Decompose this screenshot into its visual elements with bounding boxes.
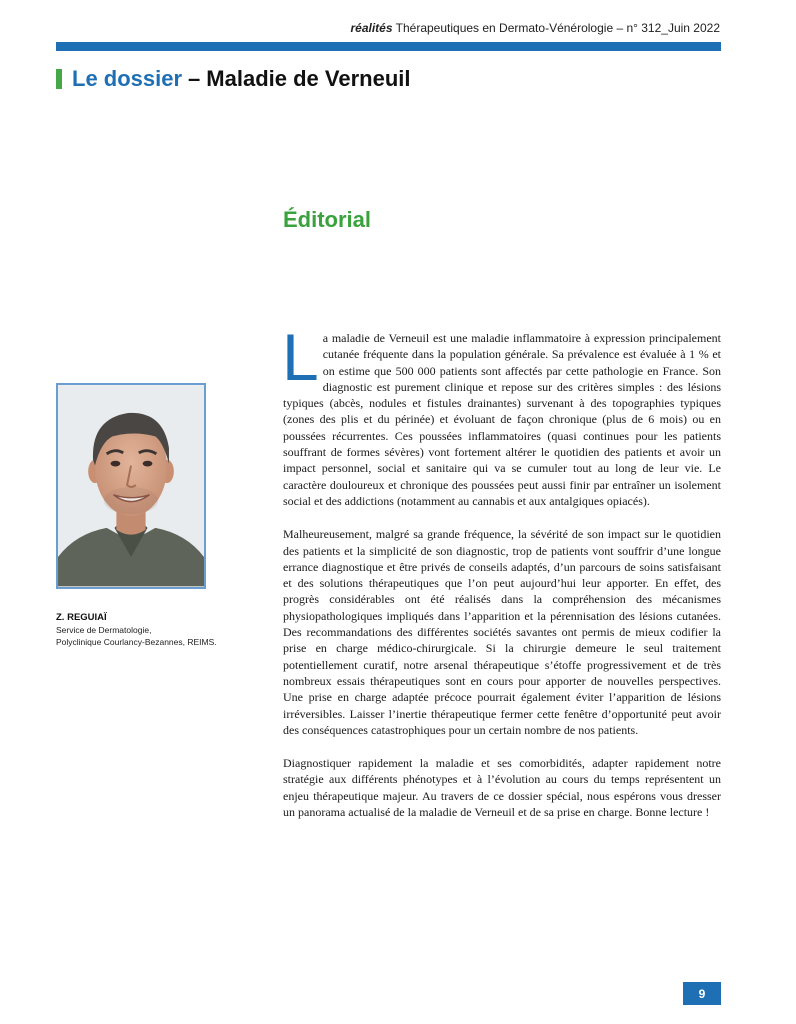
author-affiliation-line: Service de Dermatologie, bbox=[56, 625, 152, 635]
article-paragraph-2: Malheureusement, malgré sa grande fréquence, la sévérité de son impact sur le quotidien des patients et la simplicité de son diagnostic, trop de patients vont souffrir d’une longue errance diagnostique et être privés de conseils adaptés, d’un parcours de soins satisfaisant et des solutions thérapeutiques que l’on peut aujourd’hui leur apporter. En effet, des progrès considérables ont été réalisés dans la compréhension des mécanismes physiopathologiques impliqués dans l’apparition et la pérennisation des lésions cutanées. Des recommandations des différentes sociétés savantes ont permis de mieux codifier la prise en charge médico-chirurgicale. Si la chirurgie demeure le seul traitement potentiellement curatif, notre arsenal thérapeutique s’étoffe progressivement et de très nombreux essais thérapeutiques sont en cours pour apporter de nouvelles perspectives. Une prise en charge adaptée précoce pourrait également éviter l’apparition de lésions irréversibles. Laisser l’inertie thérapeutique fermer cette fenêtre d’opportunité peut avoir des conséquences catastrophiques pour un certain nombre de nos patients. bbox=[283, 527, 721, 737]
author-name: Z. REGUIAÏ bbox=[56, 612, 107, 623]
article-paragraph-1 bbox=[282, 320, 721, 509]
author-affiliation bbox=[56, 625, 256, 648]
article-paragraph-3: Diagnostiquer rapidement la maladie et ses comorbidités, adapter rapidement notre stratégie aux différents phénotypes et à l’évolution au cours du temps représentent un enjeu thérapeutique majeur. Au travers de ce dossier spécial, nous espérons vous dresser un panorama actualisé de la maladie de Verneuil et de sa prise en charge. Bonne lecture ! bbox=[283, 756, 721, 820]
article-body bbox=[282, 320, 721, 837]
section-kicker: Le dossier bbox=[72, 66, 183, 91]
section-separator: – bbox=[188, 66, 201, 91]
journal-brand: réalités bbox=[350, 21, 393, 35]
drop-cap: L bbox=[282, 320, 319, 394]
author-photo-icon bbox=[58, 385, 204, 587]
article-paragraph-1-text: a maladie de Verneuil est une maladie inflammatoire à expression principalement cutanée fréquente dans la population générale. Sa prévalence est évaluée à 1 % et on estime que 500 000 patients sont affectés par cette pathologie en France. Son diagnostic est purement clinique et repose sur des critères simples : des lésions typiques (abcès, nodules et fistules drainantes) survenant à des topographies typiques (zones des plis et du périnée) et évoluant de façon chronique (plus de 6 mois) ou en poussées récurrentes. Ces poussées inflammatoires (quasi continues pour les patients souffrant de formes sévères) vont fortement altérer le quotidien des patients et avoir un impact personnel, social et sanitaire qui va se cumuler tout au long de leur vie. Le caractère douloureux et chronique des poussées peut aussi finir par entraîner un isolement social et des addictions (notamment au cannabis et aux antalgiques opiacés). bbox=[283, 331, 721, 508]
section-marker bbox=[56, 69, 62, 89]
editorial-title: Éditorial bbox=[283, 207, 372, 232]
journal-issue: Thérapeutiques en Dermato-Vénérologie – n° 312_Juin 2022 bbox=[392, 21, 720, 35]
page-number: 9 bbox=[683, 982, 721, 1005]
section-topic: Maladie de Verneuil bbox=[206, 66, 411, 91]
running-head bbox=[351, 21, 721, 35]
header-rule bbox=[56, 42, 721, 51]
section-header bbox=[56, 64, 410, 94]
author-affiliation-line: Polyclinique Courlancy-Bezannes, REIMS. bbox=[56, 636, 217, 647]
author-portrait bbox=[56, 383, 206, 589]
